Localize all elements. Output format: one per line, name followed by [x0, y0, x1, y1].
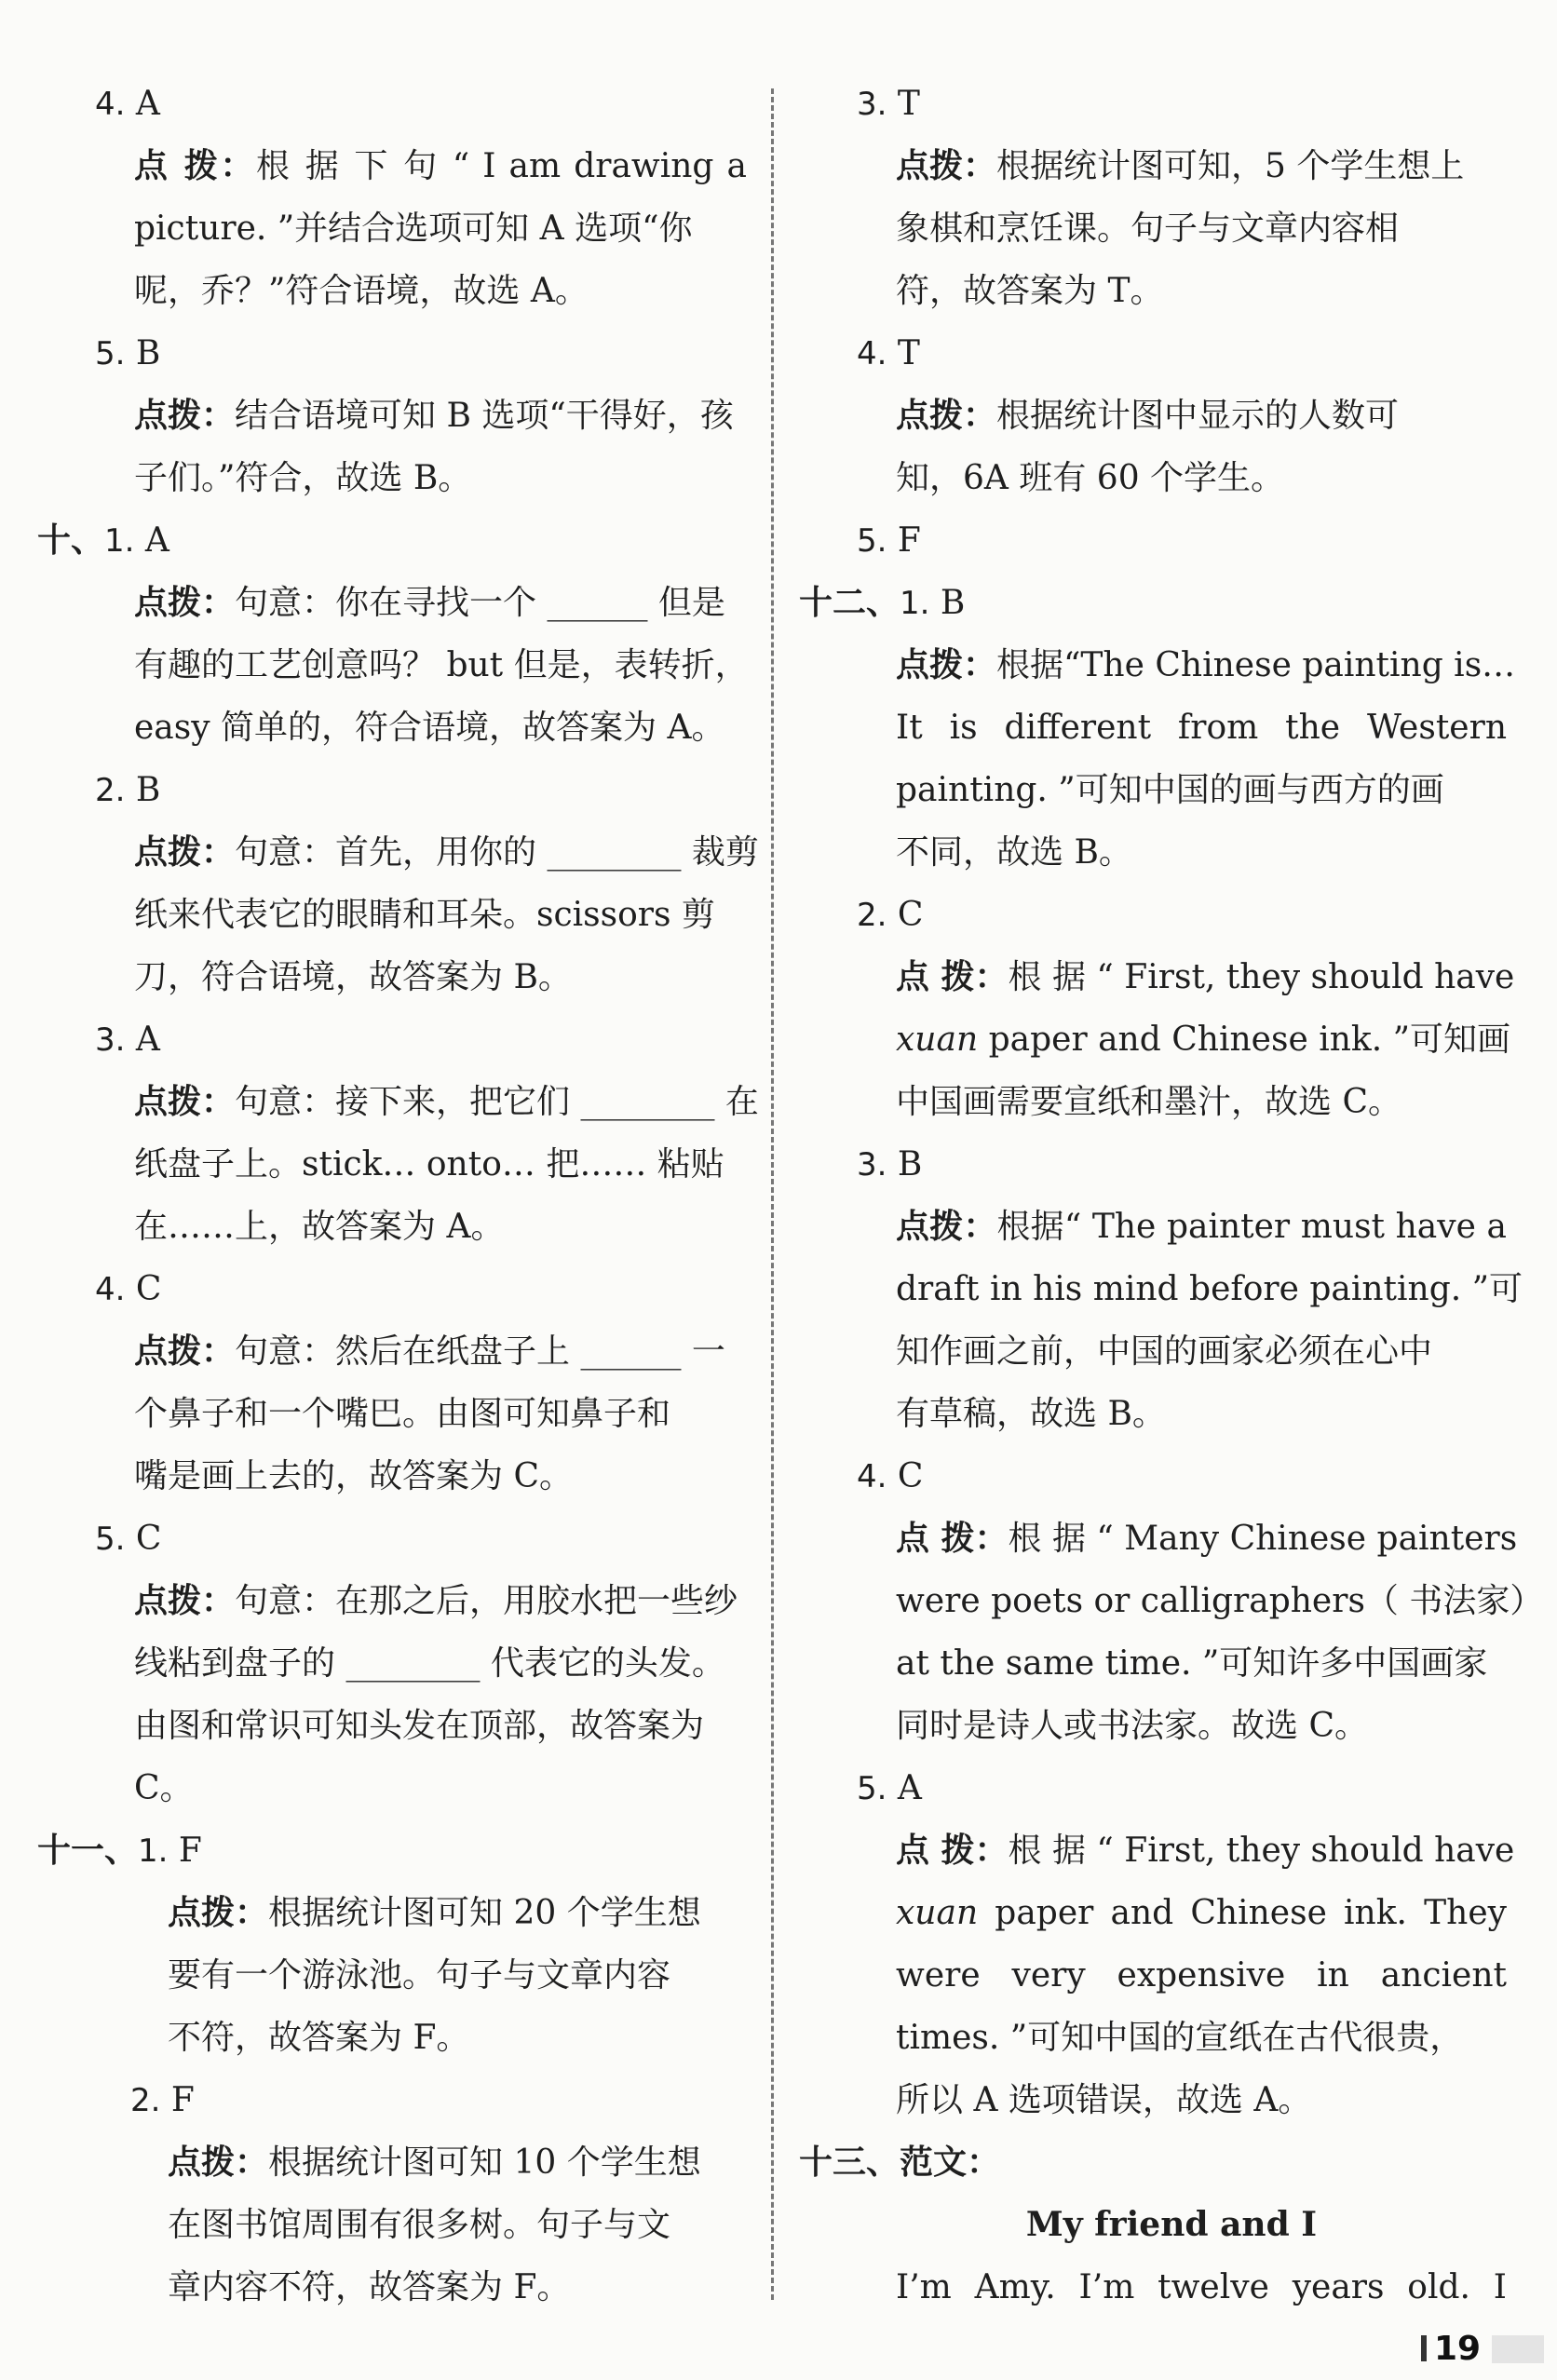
section-heading: [799, 572, 1507, 634]
answer-item: [37, 1008, 747, 1071]
section-number: 十二、: [799, 584, 900, 622]
line-text: It is different from the Western: [896, 709, 1507, 747]
explanation-line: [799, 385, 1507, 447]
line-text: C。: [134, 1769, 194, 1807]
answer-letter: F: [887, 521, 921, 560]
line-text: 句意：接下来，把它们 ________ 在: [235, 1083, 759, 1121]
line-text: 句意：在那之后，用胶水把一些纱: [235, 1582, 738, 1620]
line-text: 根 据 “ First, they should have: [1008, 1832, 1515, 1870]
line-text: 子们。”符合，故选 B。: [134, 459, 472, 497]
line-text: 符，故答案为 T。: [896, 272, 1164, 310]
item-number: 4.: [857, 335, 887, 372]
essay-title-text: My friend and I: [1025, 2205, 1318, 2244]
item-number: 5.: [95, 335, 126, 372]
line-text: I’m Amy. I’m twelve years old. I: [896, 2268, 1507, 2306]
line-text: 纸来代表它的眼睛和耳朵。scissors 剪: [134, 896, 715, 934]
line-text: 不符，故答案为 F。: [168, 2019, 470, 2057]
section-number: 十三、范文：: [799, 2143, 1001, 2182]
hint-label: 点拨：: [134, 833, 236, 872]
explanation-line: [799, 2256, 1507, 2319]
explanation-line: [799, 260, 1507, 322]
answer-letter: B: [125, 771, 161, 809]
explanation-line: [37, 1383, 747, 1445]
explanation-line: [799, 2007, 1507, 2069]
item-number: 5.: [857, 1770, 887, 1807]
item-number: 5.: [857, 522, 887, 560]
line-text: 根 据 下 句 “ I am drawing a: [256, 147, 747, 185]
explanation-line: [37, 1133, 747, 1196]
explanation-line: [37, 2256, 747, 2319]
explanation-line: [37, 447, 747, 509]
item-number: 3.: [857, 86, 887, 123]
explanation-line: [37, 197, 747, 260]
line-text: at the same time. ”可知许多中国画家: [896, 1644, 1488, 1683]
item-number: 2.: [857, 897, 887, 934]
answer-item: [799, 509, 1507, 572]
section-heading: [799, 2131, 1507, 2194]
explanation-line: [37, 696, 747, 759]
explanation-line: [37, 884, 747, 946]
explanation-line: [799, 946, 1515, 1008]
explanation-line: [37, 1695, 747, 1757]
answer-letter: C: [887, 1457, 924, 1495]
explanation-line: [37, 572, 747, 634]
explanation-line: [37, 2131, 747, 2194]
item-number: 2.: [95, 772, 126, 809]
section-number: 十、: [37, 521, 105, 560]
answer-letter: A: [125, 1021, 160, 1059]
item-number: 4.: [857, 1458, 887, 1495]
line-text: 根据统计图可知 20 个学生想: [268, 1894, 701, 1932]
line-text: paper and Chinese ink. ”可知画: [978, 1021, 1510, 1059]
explanation-line: [37, 1196, 747, 1258]
hint-label: 点拨：: [896, 397, 997, 435]
explanation-line: [37, 821, 759, 884]
line-text: 刀，符合语境，故答案为 B。: [134, 958, 572, 996]
italic-word: xuan: [896, 1021, 979, 1059]
line-text: 根据“ The painter must have a: [996, 1208, 1507, 1246]
explanation-line: [799, 759, 1507, 821]
line-text: 线粘到盘子的 ________ 代表它的头发。: [134, 1644, 725, 1683]
explanation-line: [799, 696, 1507, 759]
line-text: 象棋和烹饪课。句子与文章内容相: [896, 210, 1400, 248]
explanation-line: [799, 1008, 1510, 1071]
answer-letter: C: [125, 1270, 162, 1308]
explanation-line: [37, 946, 747, 1008]
line-text: 章内容不符，故答案为 F。: [168, 2268, 571, 2306]
answer-letter: F: [160, 2081, 195, 2119]
answer-letter: F: [168, 1832, 202, 1870]
page-number: 19: [1434, 2330, 1482, 2368]
hint-label: 点拨：: [896, 147, 997, 185]
explanation-line: [799, 1570, 1544, 1632]
explanation-line: [799, 1819, 1515, 1882]
answer-letter: B: [125, 334, 161, 372]
explanation-line: [37, 135, 747, 197]
explanation-line: [799, 1882, 1507, 1944]
answer-letter: A: [134, 521, 169, 560]
right-column: [799, 73, 1544, 2319]
line-text: 不同，故选 B。: [896, 833, 1132, 872]
explanation-line: [799, 1320, 1507, 1383]
line-text: 呢，乔？”符合语境，故选 A。: [134, 272, 589, 310]
line-text: 嘴是画上去的，故答案为 C。: [134, 1457, 573, 1495]
explanation-line: [37, 1320, 747, 1383]
hint-label: 点 拨：: [134, 147, 257, 185]
explanation-line: [799, 2069, 1507, 2131]
line-text: 句意：首先，用你的 ________ 裁剪: [235, 833, 759, 872]
explanation-line: [37, 1757, 747, 1819]
item-number: 2.: [130, 2082, 161, 2119]
explanation-line: [37, 385, 747, 447]
line-text: 知，6A 班有 60 个学生。: [896, 459, 1285, 497]
answer-letter: A: [887, 1769, 922, 1807]
hint-label: 点拨：: [134, 397, 236, 435]
line-text: paper and Chinese ink. They: [978, 1894, 1507, 1932]
explanation-line: [799, 135, 1507, 197]
left-column: [37, 73, 759, 2319]
line-text: 根据统计图可知，5 个学生想上: [996, 147, 1465, 185]
line-text: 根据统计图可知 10 个学生想: [268, 2143, 701, 2182]
explanation-line: [799, 1258, 1523, 1320]
line-text: were very expensive in ancient: [896, 1956, 1507, 1995]
answer-item: [799, 884, 1507, 946]
item-number: 4.: [95, 1271, 126, 1308]
hint-label: 点拨：: [134, 1582, 236, 1620]
answer-item: [37, 1258, 747, 1320]
italic-word: xuan: [896, 1894, 979, 1932]
answer-item: [37, 1508, 747, 1570]
column-divider: [771, 88, 774, 2300]
item-number: 5.: [95, 1521, 126, 1558]
line-text: 中国画需要宣纸和墨汁，故选 C。: [896, 1083, 1401, 1121]
hint-label: 点拨：: [896, 1208, 997, 1246]
explanation-line: [799, 197, 1507, 260]
explanation-line: [37, 1632, 747, 1695]
line-text: 个鼻子和一个嘴巴。由图可知鼻子和: [134, 1395, 671, 1433]
line-text: 知作画之前，中国的画家必须在心中: [896, 1332, 1433, 1371]
explanation-line: [37, 2007, 747, 2069]
line-text: 同时是诗人或书法家。故选 C。: [896, 1707, 1368, 1745]
line-text: times. ”可知中国的宣纸在古代很贵，: [896, 2019, 1464, 2057]
answer-item: [37, 322, 747, 385]
section-heading: [37, 1819, 747, 1882]
answer-letter: B: [929, 584, 966, 622]
explanation-line: [37, 260, 747, 322]
explanation-line: [799, 634, 1516, 696]
line-text: 句意：然后在纸盘子上 ______ 一: [235, 1332, 725, 1371]
explanation-line: [799, 1632, 1507, 1695]
explanation-line: [799, 1695, 1507, 1757]
line-text: 在图书馆周围有很多树。句子与文: [168, 2206, 671, 2244]
explanation-line: [37, 1445, 747, 1508]
explanation-line: [799, 1196, 1507, 1258]
explanation-line: [799, 1508, 1518, 1570]
hint-label: 点 拨：: [896, 1520, 1009, 1558]
hint-label: 点 拨：: [896, 958, 1009, 996]
line-text: 由图和常识可知头发在顶部，故答案为: [134, 1707, 705, 1745]
line-text: 根 据 “ Many Chinese painters: [1008, 1520, 1518, 1558]
item-number: 4.: [95, 86, 126, 123]
line-text: painting. ”可知中国的画与西方的画: [896, 771, 1444, 809]
line-text: 根据统计图中显示的人数可: [996, 397, 1400, 435]
explanation-line: [799, 1944, 1507, 2007]
answer-item: [799, 1133, 1507, 1196]
hint-label: 点 拨：: [896, 1832, 1009, 1870]
answer-item: [799, 1445, 1507, 1508]
answer-letter: A: [125, 85, 160, 123]
item-number: 1.: [104, 522, 135, 560]
answer-item: [799, 73, 1507, 135]
line-text: 根 据 “ First, they should have: [1008, 958, 1515, 996]
section-heading: [37, 509, 747, 572]
answer-item: [37, 2069, 747, 2131]
item-number: 3.: [95, 1021, 126, 1059]
hint-label: 点拨：: [134, 584, 236, 622]
answer-item: [37, 759, 747, 821]
answer-item: [799, 1757, 1507, 1819]
explanation-line: [799, 447, 1507, 509]
line-text: 要有一个游泳池。句子与文章内容: [168, 1956, 671, 1995]
answer-item: [799, 322, 1507, 385]
line-text: 有趣的工艺创意吗？ but 但是，表转折，: [134, 646, 749, 684]
line-text: 句意：你在寻找一个 ______ 但是: [235, 584, 725, 622]
explanation-line: [37, 1944, 747, 2007]
answer-item: [37, 73, 747, 135]
line-text: 在……上，故答案为 A。: [134, 1208, 505, 1246]
line-text: picture. ”并结合选项可知 A 选项“你: [134, 210, 693, 248]
page-number-bar: [1421, 2335, 1427, 2361]
explanation-line: [37, 1882, 747, 1944]
item-number: 3.: [857, 1146, 887, 1183]
explanation-line: [799, 1071, 1507, 1133]
hint-label: 点拨：: [168, 2143, 269, 2182]
line-text: 有草稿，故选 B。: [896, 1395, 1166, 1433]
hint-label: 点拨：: [134, 1332, 236, 1371]
explanation-line: [799, 1383, 1507, 1445]
watermark-mark: [1492, 2335, 1544, 2363]
essay-title: [799, 2194, 1507, 2256]
answer-letter: C: [887, 896, 924, 934]
section-number: 十一、: [37, 1832, 139, 1870]
answer-letter: B: [887, 1145, 923, 1183]
line-text: draft in his mind before painting. ”可: [896, 1270, 1523, 1308]
hint-label: 点拨：: [168, 1894, 269, 1932]
line-text: 根据“The Chinese painting is…: [996, 646, 1516, 684]
line-text: 纸盘子上。stick… onto… 把…… 粘贴: [134, 1145, 724, 1183]
answer-letter: T: [887, 85, 920, 123]
line-text: 所以 A 选项错误，故选 A。: [896, 2081, 1312, 2119]
explanation-line: [37, 1071, 759, 1133]
line-text: easy 简单的，符合语境，故答案为 A。: [134, 709, 725, 747]
hint-label: 点拨：: [134, 1083, 236, 1121]
explanation-line: [799, 821, 1507, 884]
explanation-line: [37, 1570, 747, 1632]
line-text: were poets or calligraphers（ 书法家）: [896, 1582, 1544, 1620]
item-number: 1.: [138, 1832, 169, 1870]
answer-letter: T: [887, 334, 920, 372]
answer-letter: C: [125, 1520, 162, 1558]
item-number: 1.: [900, 585, 930, 622]
line-text: 结合语境可知 B 选项“干得好，孩: [235, 397, 734, 435]
explanation-line: [37, 2194, 747, 2256]
explanation-line: [37, 634, 747, 696]
hint-label: 点拨：: [896, 646, 997, 684]
